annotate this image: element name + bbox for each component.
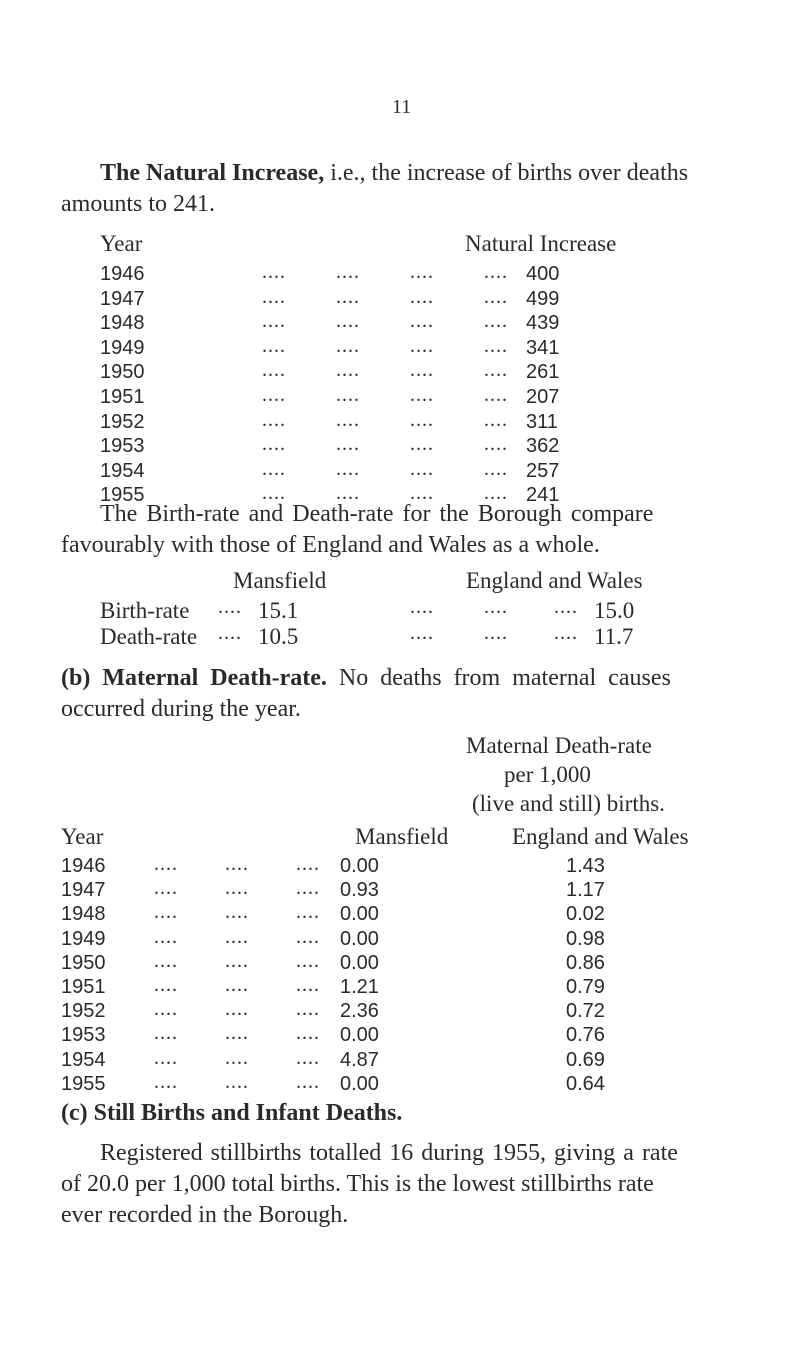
maternal-england: 1.43 [566, 855, 605, 877]
ni-leader: .... [262, 482, 286, 505]
maternal-leader: .... [154, 925, 178, 948]
intro-line-2: amounts to 241. [61, 191, 215, 217]
maternal-caption-1: Maternal Death-rate [466, 733, 652, 758]
maternal-leader: .... [296, 877, 320, 900]
ni-leader: .... [336, 457, 360, 480]
maternal-leader: .... [296, 974, 320, 996]
maternal-year: 1955 [61, 1072, 106, 1095]
intro-rest: i.e., the increase of births over deaths [324, 160, 689, 186]
ni-year: 1953 [100, 435, 145, 458]
maternal-mansfield: 0.00 [340, 855, 379, 877]
ni-leader: .... [484, 261, 508, 283]
maternal-leader: .... [296, 949, 320, 972]
maternal-heading-bold: (b) Maternal Death-rate. [61, 665, 327, 691]
ni-leader: .... [484, 310, 508, 333]
maternal-leader: .... [154, 1046, 178, 1069]
ni-leader: .... [262, 457, 286, 480]
maternal-leader: .... [225, 853, 249, 875]
rates-leader: .... [410, 622, 434, 644]
rates-leader: .... [484, 596, 508, 618]
maternal-england: 0.69 [566, 1048, 605, 1071]
maternal-year-header: Year [61, 824, 104, 849]
maternal-leader: .... [225, 877, 249, 900]
maternal-leader: .... [296, 998, 320, 1021]
maternal-caption-2: per 1,000 [504, 762, 591, 787]
ni-leader: .... [262, 433, 286, 456]
rates-mansfield-header: Mansfield [233, 568, 327, 593]
intro-line-1 [100, 160, 688, 187]
ni-year: 1950 [100, 361, 145, 384]
maternal-mansfield: 0.00 [340, 1024, 379, 1047]
ni-year: 1951 [100, 386, 145, 408]
ni-value: 257 [526, 459, 560, 482]
stillbirths-heading [61, 1100, 402, 1127]
natural-increase-year-header: Year [100, 231, 143, 256]
maternal-mansfield: 1.21 [340, 976, 379, 998]
ni-leader: .... [336, 433, 360, 456]
maternal-england: 0.76 [566, 1024, 605, 1047]
ni-value: 241 [526, 484, 560, 507]
maternal-heading-line [61, 665, 671, 692]
maternal-mansfield: 0.93 [340, 879, 379, 902]
ni-year: 1948 [100, 312, 145, 335]
maternal-leader: .... [296, 1022, 320, 1045]
maternal-leader: .... [296, 1070, 320, 1093]
maternal-year: 1952 [61, 1000, 106, 1023]
ni-leader: .... [336, 334, 360, 357]
maternal-year: 1947 [61, 879, 106, 902]
rates-england-header: England and Wales [466, 568, 643, 593]
ni-leader: .... [410, 261, 434, 283]
ni-leader: .... [336, 261, 360, 283]
maternal-leader: .... [154, 998, 178, 1021]
ni-leader: .... [484, 285, 508, 308]
stillbirths-line-3: ever recorded in the Borough. [61, 1202, 349, 1228]
maternal-england: 0.86 [566, 951, 605, 974]
ni-leader: .... [484, 482, 508, 505]
ni-value: 207 [526, 386, 560, 408]
maternal-mansfield: 0.00 [340, 951, 379, 974]
ni-value: 499 [526, 287, 560, 310]
maternal-leader: .... [225, 901, 249, 924]
maternal-year: 1946 [61, 855, 106, 877]
ni-value: 439 [526, 312, 560, 335]
maternal-year: 1951 [61, 976, 106, 998]
maternal-england: 0.79 [566, 976, 605, 998]
ni-leader: .... [262, 408, 286, 431]
ni-leader: .... [336, 285, 360, 308]
rates-england: 11.7 [594, 624, 634, 649]
maternal-england: 0.98 [566, 927, 605, 950]
maternal-leader: .... [296, 901, 320, 924]
ni-leader: .... [410, 310, 434, 333]
ni-year: 1955 [100, 484, 145, 507]
maternal-leader: .... [225, 974, 249, 996]
maternal-leader: .... [296, 853, 320, 875]
maternal-mansfield: 4.87 [340, 1048, 379, 1071]
maternal-caption-3: (live and still) births. [472, 791, 665, 816]
ni-year: 1952 [100, 410, 145, 433]
ni-leader: .... [262, 334, 286, 357]
maternal-england-header: England and Wales [512, 824, 689, 849]
ni-value: 311 [526, 410, 558, 433]
ni-year: 1954 [100, 459, 145, 482]
ni-leader: .... [410, 334, 434, 357]
ni-value: 261 [526, 361, 560, 384]
maternal-heading-rest: No deaths from maternal causes [326, 665, 671, 691]
ni-leader: .... [336, 359, 360, 382]
rates-leader: .... [554, 622, 578, 644]
rates-mansfield: 15.1 [258, 598, 299, 623]
rates-leader: .... [554, 596, 578, 618]
ni-value: 400 [526, 263, 560, 285]
ni-leader: .... [262, 310, 286, 333]
stillbirths-heading-text: (c) Still Births and Infant Deaths. [61, 1100, 403, 1126]
ni-leader: .... [410, 359, 434, 382]
ni-year: 1949 [100, 336, 145, 359]
stillbirths-line-2: of 20.0 per 1,000 total births. This is the lowest stillbirths rate [61, 1171, 654, 1197]
maternal-leader: .... [296, 1046, 320, 1069]
ni-leader: .... [336, 310, 360, 333]
rates-leader: .... [410, 596, 434, 618]
ni-leader: .... [262, 285, 286, 308]
ni-leader: .... [262, 384, 286, 406]
rates-leader: .... [218, 596, 242, 618]
stillbirths-line-1: Registered stillbirths totalled 16 during 1955, giving a rate [100, 1140, 678, 1166]
ni-leader: .... [410, 384, 434, 406]
ni-leader: .... [410, 482, 434, 505]
intro-bold: The Natural Increase, [100, 160, 325, 186]
maternal-england: 1.17 [566, 879, 605, 902]
maternal-leader: .... [154, 1022, 178, 1045]
maternal-leader: .... [225, 1046, 249, 1069]
ni-leader: .... [410, 433, 434, 456]
ni-leader: .... [484, 433, 508, 456]
maternal-leader: .... [225, 1070, 249, 1093]
maternal-england: 0.02 [566, 903, 605, 926]
maternal-mansfield: 0.00 [340, 927, 379, 950]
rates-label: Birth-rate [100, 598, 190, 623]
maternal-year: 1953 [61, 1024, 106, 1047]
maternal-year: 1954 [61, 1048, 106, 1071]
ni-leader: .... [262, 359, 286, 382]
ni-year: 1947 [100, 287, 145, 310]
maternal-england: 0.64 [566, 1072, 605, 1095]
maternal-leader: .... [296, 925, 320, 948]
maternal-year: 1950 [61, 951, 106, 974]
maternal-leader: .... [225, 1022, 249, 1045]
maternal-leader: .... [154, 974, 178, 996]
ni-leader: .... [484, 359, 508, 382]
maternal-england: 0.72 [566, 1000, 605, 1023]
ni-value: 341 [526, 336, 560, 359]
maternal-line-2: occurred during the year. [61, 696, 301, 722]
rates-england: 15.0 [594, 598, 635, 623]
maternal-leader: .... [154, 877, 178, 900]
compare-line-2: favourably with those of England and Wales as a whole. [61, 532, 600, 558]
rates-label: Death-rate [100, 624, 198, 649]
ni-leader: .... [484, 457, 508, 480]
rates-mansfield: 10.5 [258, 624, 299, 649]
rates-leader: .... [218, 622, 242, 644]
rates-leader: .... [484, 622, 508, 644]
maternal-year: 1949 [61, 927, 106, 950]
ni-leader: .... [410, 408, 434, 431]
maternal-leader: .... [225, 925, 249, 948]
ni-leader: .... [336, 384, 360, 406]
maternal-leader: .... [154, 901, 178, 924]
maternal-leader: .... [154, 853, 178, 875]
maternal-mansfield: 0.00 [340, 903, 379, 926]
ni-leader: .... [484, 334, 508, 357]
maternal-mansfield: 0.00 [340, 1072, 379, 1095]
maternal-year: 1948 [61, 903, 106, 926]
ni-year: 1946 [100, 263, 145, 285]
ni-leader: .... [336, 408, 360, 431]
maternal-mansfield: 2.36 [340, 1000, 379, 1023]
page-number: 11 [392, 96, 412, 118]
ni-leader: .... [484, 408, 508, 431]
ni-leader: .... [410, 457, 434, 480]
maternal-leader: .... [154, 949, 178, 972]
ni-value: 362 [526, 435, 560, 458]
ni-leader: .... [410, 285, 434, 308]
ni-leader: .... [336, 482, 360, 505]
natural-increase-value-header: Natural Increase [465, 231, 617, 256]
compare-line-1: The Birth-rate and Death-rate for the Borough compare [100, 501, 654, 527]
maternal-leader: .... [225, 998, 249, 1021]
maternal-leader: .... [154, 1070, 178, 1093]
ni-leader: .... [262, 261, 286, 283]
maternal-leader: .... [225, 949, 249, 972]
ni-leader: .... [484, 384, 508, 406]
maternal-mansfield-header: Mansfield [355, 824, 449, 849]
